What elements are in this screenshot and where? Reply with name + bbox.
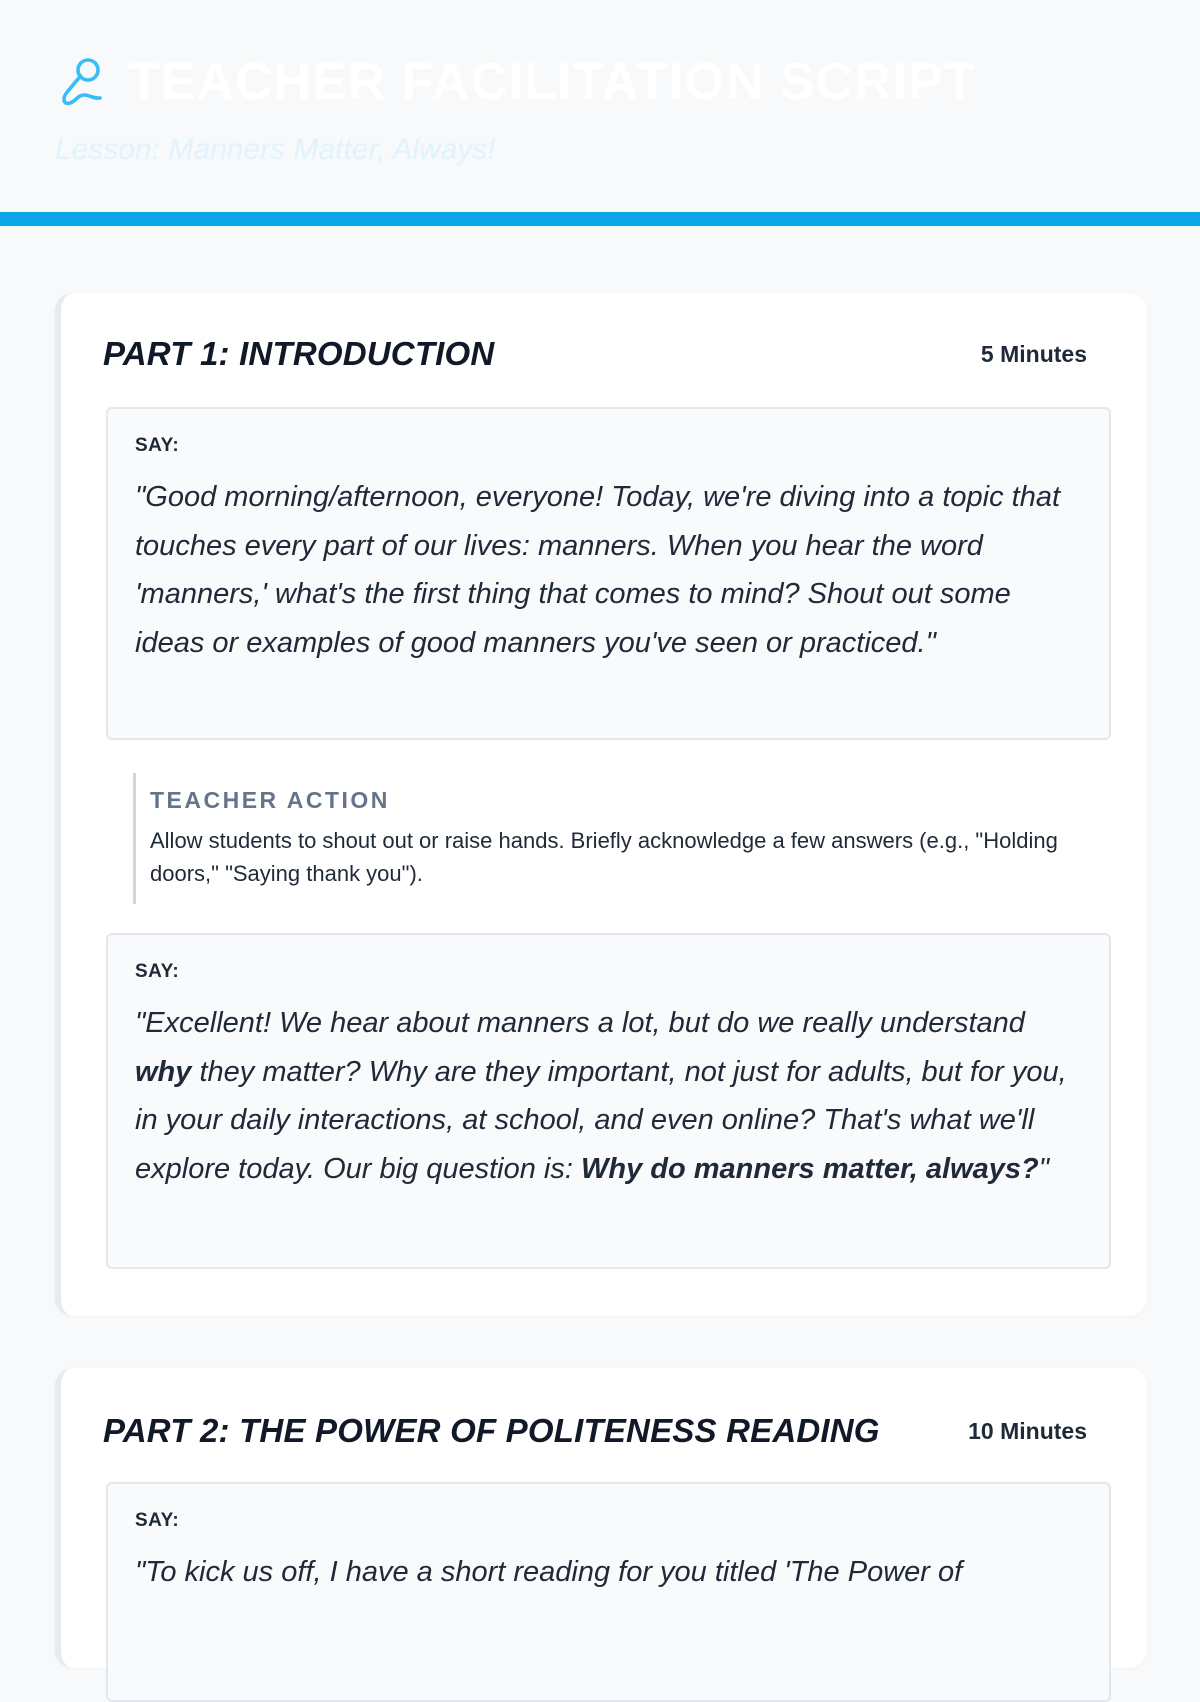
section-heading [103, 1412, 1087, 1450]
section-title: PART 2: THE POWER OF POLITENESS READING [103, 1412, 880, 1449]
section-title: PART 1: INTRODUCTION [103, 335, 495, 372]
say-text [135, 999, 1083, 1193]
lesson-subtitle: Lesson: Manners Matter, Always! [55, 133, 496, 166]
header-title-row [58, 52, 976, 112]
section-card-part-1 [55, 293, 1147, 1316]
teacher-action-block [133, 773, 1093, 904]
say-text: "To kick us off, I have a short reading for you titled 'The Power of [135, 1556, 963, 1588]
teacher-action-text: Allow students to shout out or raise hands. Briefly acknowledge a few answers (e.g., "Holding doors," "Saying thank you"). [150, 828, 1058, 886]
say-label: SAY: [135, 961, 180, 982]
say-box [106, 1482, 1111, 1702]
section-duration: 10 Minutes [968, 1417, 1087, 1444]
say-text-emphasis: Why do manners matter, always? [581, 1152, 1039, 1185]
say-text-emphasis: why [135, 1055, 192, 1088]
section-heading [103, 335, 1087, 373]
say-label: SAY: [135, 435, 180, 456]
page-title: TEACHER FACILITATION SCRIPT [128, 53, 977, 111]
say-label: SAY: [135, 1510, 180, 1531]
say-text-segment: "Excellent! We hear about manners a lot, but do we really understand [135, 1007, 1025, 1039]
say-text-segment: they matter? Why are they important, not just for adults, but for you, in your daily interactions, at school, and even online? That's what we'll explore today. Our big question is: [135, 1055, 1067, 1185]
teacher-action-label: TEACHER ACTION [150, 787, 390, 813]
section-duration: 5 Minutes [980, 340, 1087, 367]
say-text: "Good morning/afternoon, everyone! Today, we're diving into a topic that touches every part of our lives: manners. When you hear the word 'manners,' what's the first thing that comes to mind? Shout out some ideas or examples of good manners you've seen or practiced." [135, 481, 1061, 659]
say-box [106, 407, 1111, 740]
section-card-part-2 [55, 1368, 1147, 1668]
say-text-segment: " [1038, 1152, 1049, 1185]
page-header [0, 0, 1200, 226]
say-box [106, 933, 1111, 1269]
microphone-icon [58, 55, 106, 109]
